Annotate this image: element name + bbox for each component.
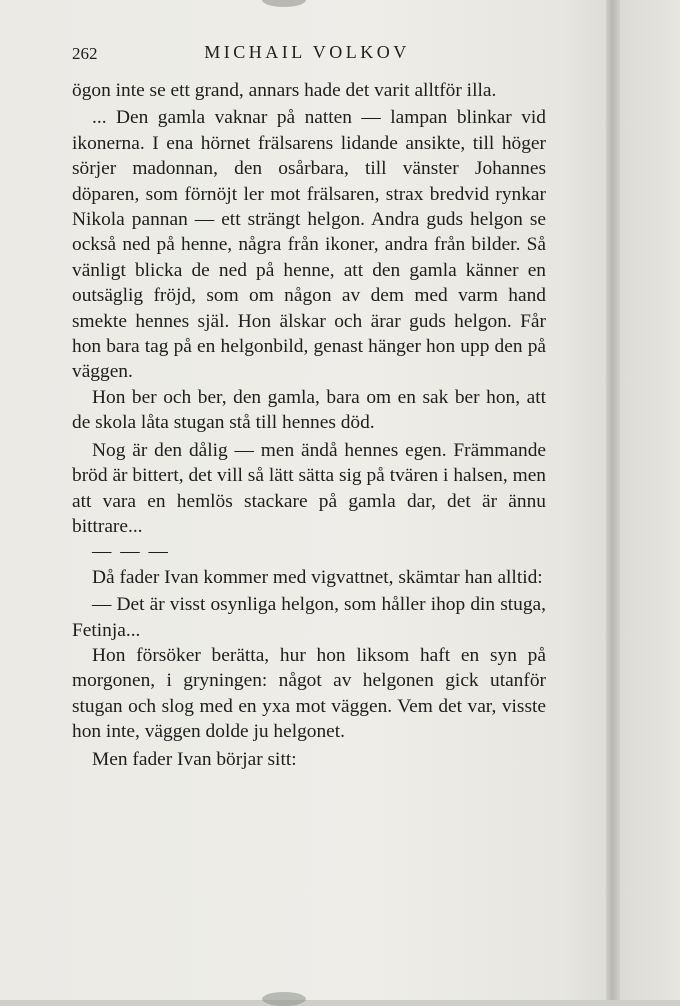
paragraph: ... Den gamla vaknar på natten — lampan blinkar vid ikonerna. I ena hörnet frälsarens lidande ansikte, till höger sörjer madonnan, den osårbara, till vänster Johannes döparen, som förnöjt ler mot frälsaren, strax bredvid rynkar Nikola pannan — ett strängt helgon. Andra guds helgon se också ned på henne, några från ikoner, andra från bilder. Så vänligt blicka de ned på henne, att den gamla känner en outsäglig fröjd, som om någon av dem med varm hand smekte hennes själ. Hon älskar och ärar guds helgon. Får hon bara tag på en helgonbild, genast hänger hon upp den på väggen.: [72, 107, 546, 383]
facing-page-edge: [620, 0, 680, 1000]
page-number: 262: [72, 44, 98, 63]
section-break: — — —: [92, 541, 170, 563]
page-header: [72, 42, 552, 66]
page-clip-bottom: [262, 992, 306, 1006]
book-gutter: [606, 0, 620, 1000]
body-text: [72, 78, 546, 772]
running-title: MICHAIL VOLKOV: [204, 42, 410, 62]
paragraph: Hon ber och ber, den gamla, bara om en sak ber hon, att de skola låta stugan stå till hennes död.: [72, 386, 546, 434]
paragraph: Men fader Ivan börjar sitt:: [92, 748, 297, 770]
paragraph-continuation: ögon inte se ett grand, annars hade det varit alltför illa.: [72, 80, 497, 101]
dialogue-line: — Det är visst osynliga helgon, som håller ihop din stuga, Fetinja...: [72, 594, 546, 641]
paragraph: Då fader Ivan kommer med vigvattnet, skämtar han alltid:: [92, 566, 543, 588]
paragraph: Hon försöker berätta, hur hon liksom haft en syn på morgonen, i gryningen: något av helgonen gick utanför stugan och slog med en yxa mot väggen. Vem det var, visste hon inte, väggen dolde ju helgonet.: [72, 644, 546, 743]
paragraph: Nog är den dålig — men ändå hennes egen. Främmande bröd är bittert, det vill så lätt sätta sig på tvären i halsen, men att vara en hemlös stackare på gamla dar, det är ännu bittrare...: [72, 439, 546, 537]
